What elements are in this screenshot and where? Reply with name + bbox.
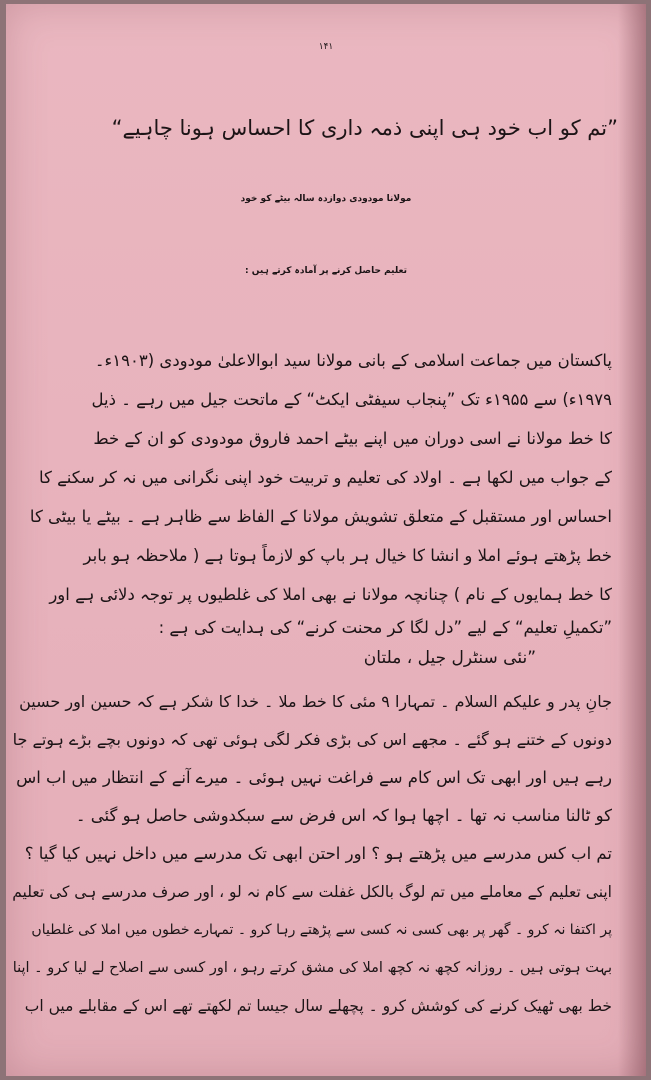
page-binding-shadow — [618, 4, 646, 1076]
intro-line: پاکستان میں جماعت اسلامی کے بانی مولانا سید ابوالاعلیٰ مودودی (۱۹۰۳ء۔ — [94, 351, 612, 370]
intro-line: خط پڑھتے ہوئے املا و انشا کا خیال ہر باپ کو لازماً ہوتا ہے ( ملاحظہ ہو بابر — [83, 546, 612, 565]
intro-line: کا خط ہمایوں کے نام ) چنانچہ مولانا نے بھی املا کی غلطیوں پر توجہ دلائی ہے اور — [49, 585, 612, 604]
letter-line: اپنی تعلیم کے معاملے میں تم لوگ بالکل غفلت سے کام نہ لو ، اور صرف مدرسے ہی کی تعلیم — [12, 883, 612, 901]
section-quote: ”تم کو اب خود ہی اپنی ذمہ داری کا احساس ہونا چاہیے“ — [111, 116, 618, 140]
page-number: ۱۴۱ — [318, 42, 334, 52]
section-heading-line-2: تعلیم حاصل کرنے پر آمادہ کرتے ہیں : — [245, 266, 407, 276]
letter-line: پر اکتفا نہ کرو ۔ گھر پر بھی کسی نہ کسی سے پڑھتے رہا کرو ۔ تمہارے خطوں میں املا کی غلطیاں — [31, 922, 612, 938]
letter-line: تم اب کس مدرسے میں پڑھتے ہو ؟ اور احتن ابھی تک مدرسے میں داخل نہیں کیا گیا ؟ — [24, 844, 612, 863]
book-page — [6, 4, 646, 1076]
intro-line: ”تکمیلِ تعلیم“ کے لیے ”دل لگا کر محنت کرنے“ کی ہدایت کی ہے : — [158, 618, 612, 637]
letter-line: جانِ پدر و علیکم السلام ۔ تمہارا ۹ مئی کا خط ملا ۔ خدا کا شکر ہے کہ حسین اور حسین — [19, 692, 612, 711]
intro-line: کا خط مولانا نے اسی دوران میں اپنے بیٹے احمد فاروق مودودی کو ان کے خط — [93, 429, 612, 448]
letter-line: رہے ہیں اور ابھی تک اس کام سے فراغت نہیں ہوئی ۔ میرے آنے کے انتظار میں اب اس — [16, 768, 612, 787]
section-heading-line-1: مولانا مودودی دوازدہ سالہ بیٹے کو خود — [240, 194, 412, 204]
letter-line: خط بھی ٹھیک کرنے کی کوشش کرو ۔ پچھلے سال جیسا تم لکھتے تھے اس کے مقابلے میں اب — [24, 997, 612, 1015]
intro-line: احساس اور مستقبل کے متعلق تشویش مولانا کے الفاظ سے ظاہر ہے ۔ بیٹے یا بیٹی کا — [29, 507, 612, 526]
letter-place-line: ”نئی سنٹرل جیل ، ملتان — [363, 648, 536, 668]
letter-line: کو ٹالنا مناسب نہ تھا ۔ اچھا ہوا کہ اس فرض سے سبکدوشی حاصل ہو گئی ۔ — [75, 806, 612, 825]
letter-line: بہت ہوتی ہیں ۔ روزانہ کچھ نہ کچھ املا کی مشق کرتے رہو ، اور کسی سے اصلاح لے لیا کرو ۔ اپنا — [12, 960, 612, 976]
intro-line: کے جواب میں لکھا ہے ۔ اولاد کی تعلیم و تربیت خود اپنی نگرانی میں نہ کر سکنے کا — [38, 468, 612, 487]
letter-line: دونوں کے ختنے ہو گئے ۔ مجھے اس کی بڑی فکر لگی ہوئی تھی کہ دونوں بچے بڑے ہوتے جا — [12, 730, 612, 749]
intro-line: ۱۹۷۹ء) سے ۱۹۵۵ء تک ”پنجاب سیفٹی ایکٹ“ کے ماتحت جیل میں رہے ۔ ذیل — [91, 390, 612, 409]
